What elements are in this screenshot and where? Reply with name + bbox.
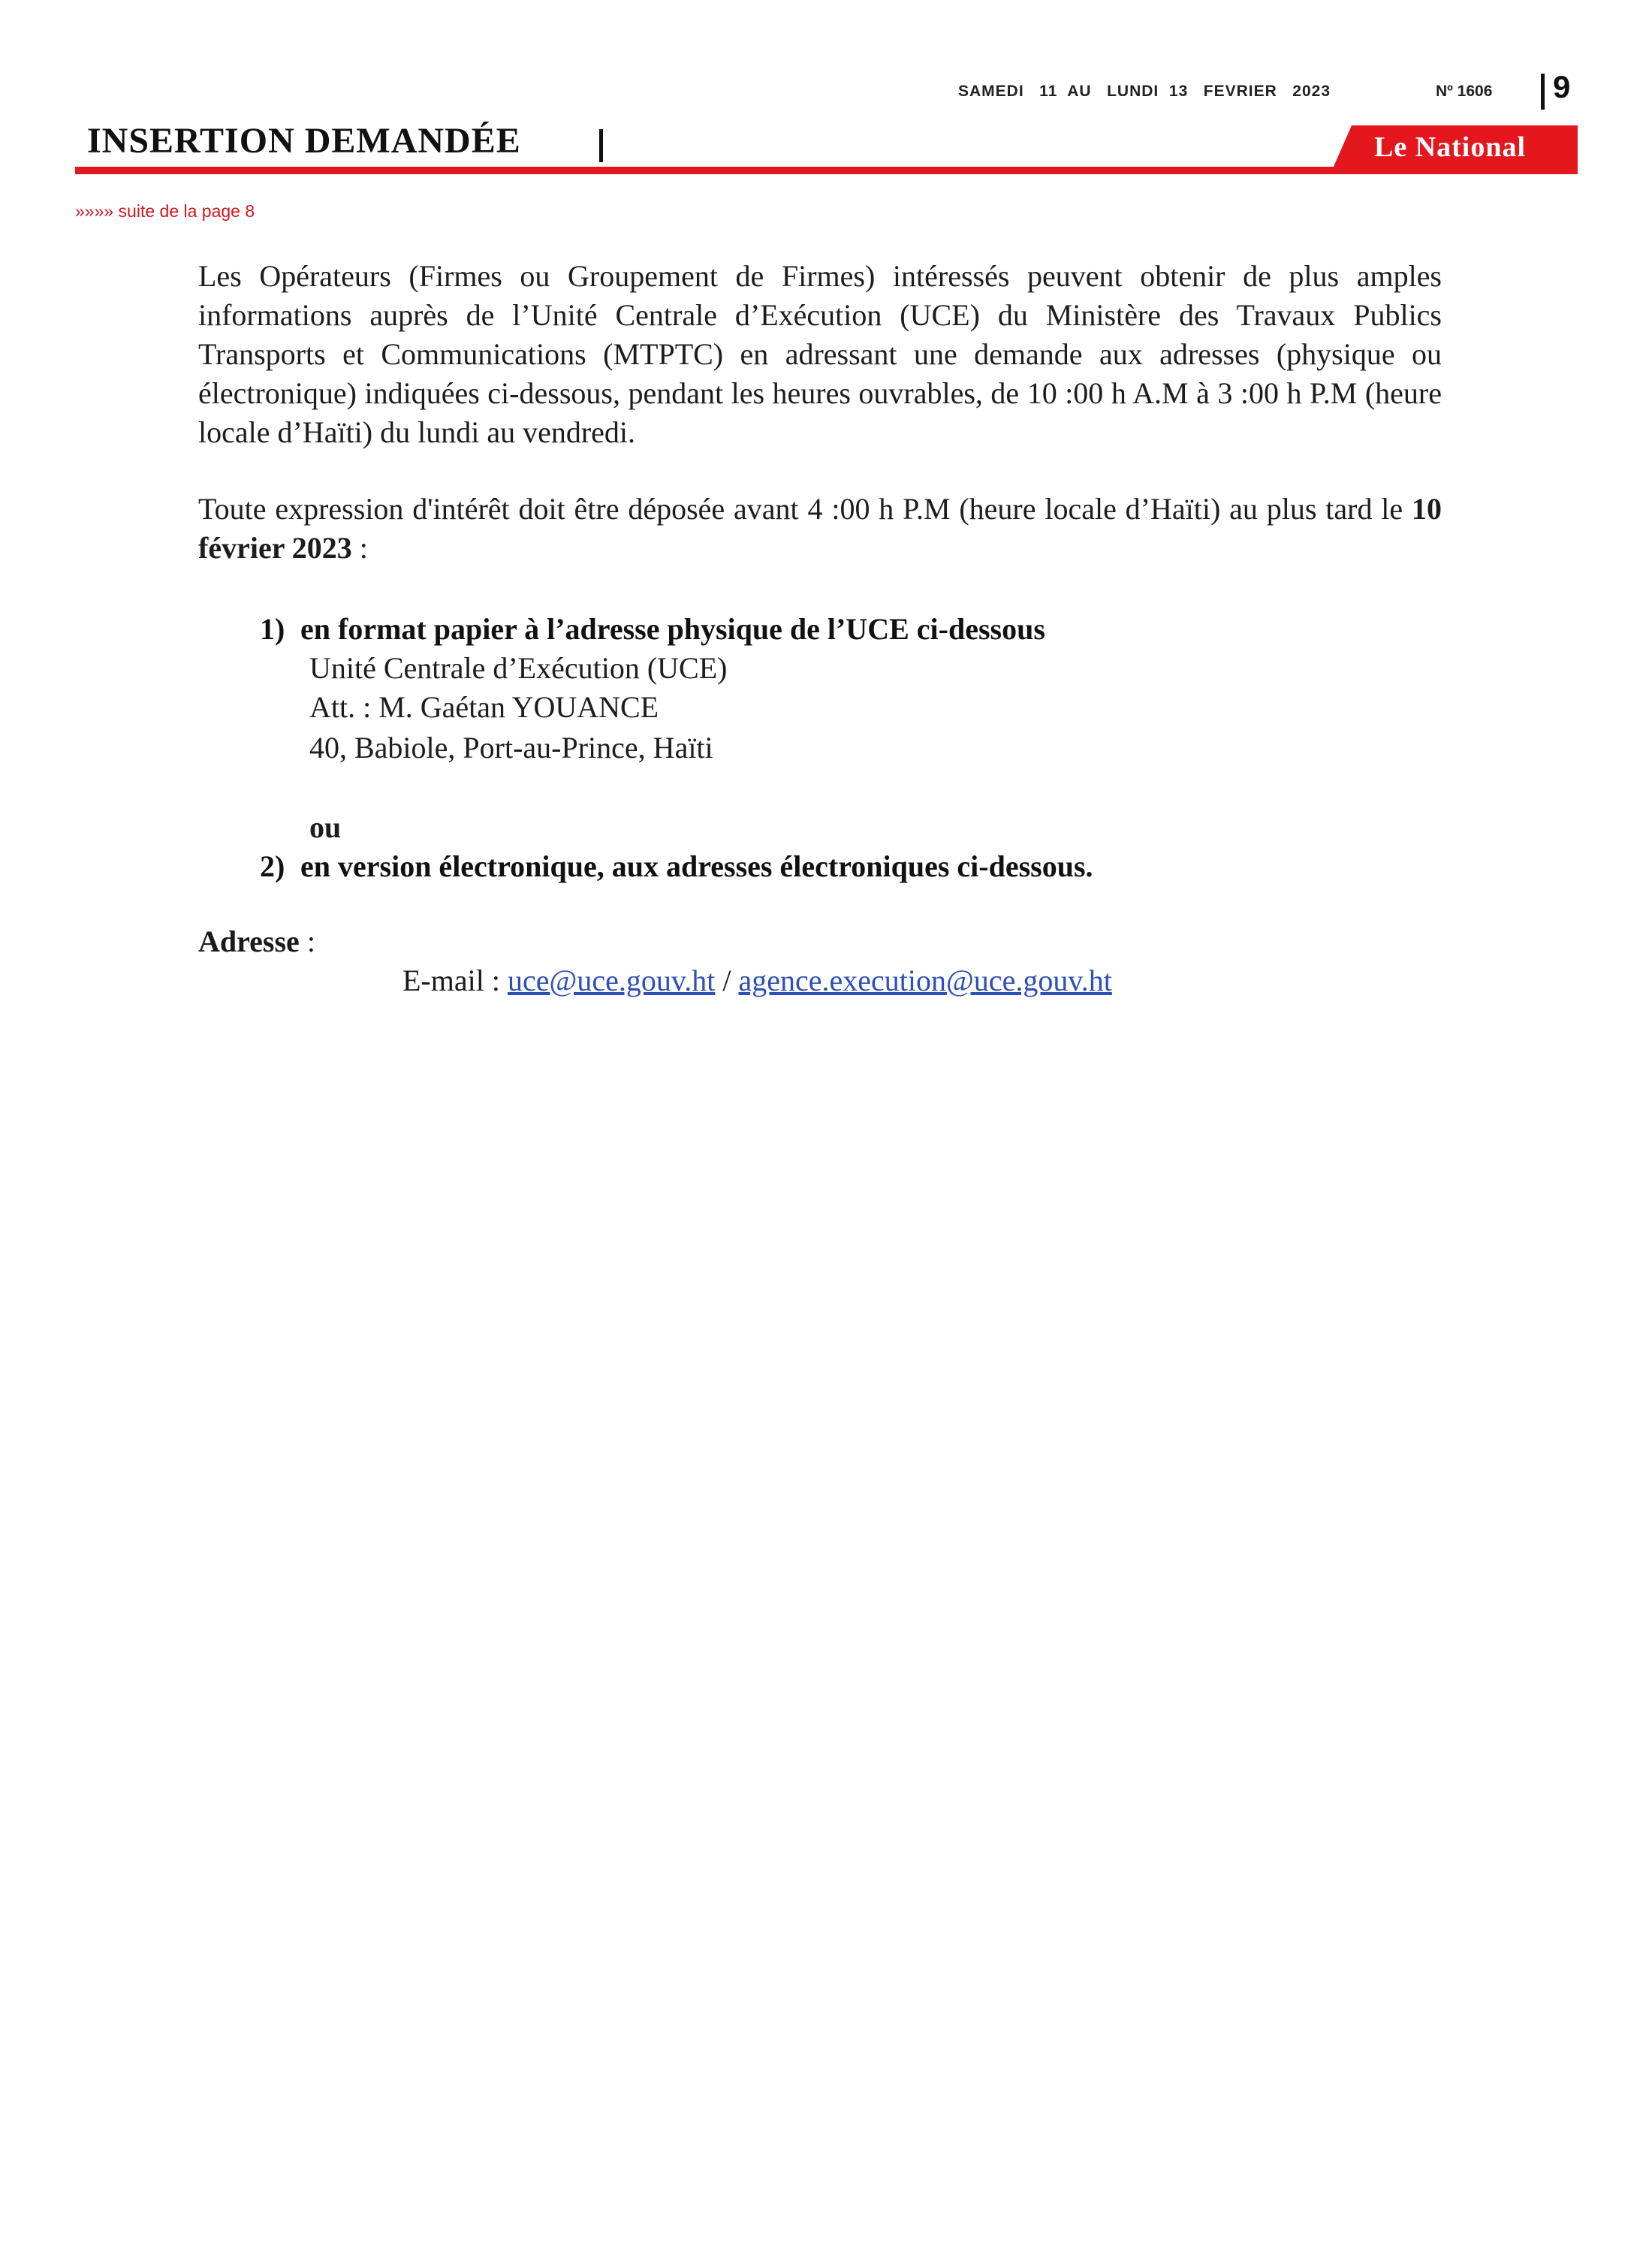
deadline-text: Toute expression d'intérêt doit être déposée avant 4 :00 h P.M (heure locale d’Haïti) au plus tard le — [198, 492, 1412, 526]
address-line: Unité Centrale d’Exécution (UCE) — [309, 651, 728, 685]
deadline-colon: : — [351, 531, 368, 565]
email-label: E-mail : — [402, 964, 508, 997]
date-line: SAMEDI 11 AU LUNDI 13 FEVRIER 2023 — [958, 83, 1331, 100]
list-item-number: 2) — [260, 849, 285, 883]
paragraph-deadline — [198, 490, 1442, 568]
brand-logo-text: Le National — [1374, 131, 1527, 163]
list-item-paper — [260, 610, 1045, 649]
list-item-number: 1) — [260, 612, 285, 646]
list-item-text: en format papier à l’adresse physique de l’UCE ci-dessous — [300, 612, 1045, 646]
adresse-colon: : — [299, 924, 315, 958]
paragraph-information: Les Opérateurs (Firmes ou Groupement de Firmes) intéressés peuvent obtenir de plus amples informations auprès de l’Unité Centrale d’Exécution (UCE) du Ministère des Travaux Publics Transports et Communications (MTPTC) en adressant une demande aux adresses (physique ou électronique) indiquées ci-dessous, pendant les heures ouvrables, de 10 :00 h A.M à 3 :00 h P.M (heure locale d’Haïti) du lundi au vendredi. — [198, 259, 1442, 449]
email-line — [402, 963, 1112, 998]
deadline-date: 10 février 2023 — [198, 492, 1442, 565]
adresse-label: Adresse — [198, 924, 300, 958]
list-item-text: en version électronique, aux adresses électroniques ci-dessous. — [300, 849, 1093, 883]
address-line: 40, Babiole, Port-au-Prince, Haïti — [309, 731, 713, 765]
list-item-electronic — [260, 847, 1093, 886]
section-title: INSERTION DEMANDÉE — [87, 121, 521, 161]
or-word: ou — [309, 810, 342, 844]
email-link-agence-execution[interactable]: agence.execution@uce.gouv.ht — [738, 964, 1112, 997]
page-number: 9 — [1553, 69, 1571, 104]
section-title-separator — [599, 129, 603, 162]
issue-number: Nº 1606 — [1436, 83, 1493, 100]
email-separator: / — [715, 964, 739, 997]
email-link-uce[interactable]: uce@uce.gouv.ht — [507, 964, 716, 997]
continued-from-note: »»»» suite de la page 8 — [75, 201, 255, 221]
address-line: Att. : M. Gaétan YOUANCE — [309, 690, 659, 724]
adresse-heading — [198, 924, 315, 959]
page-number-separator — [1541, 74, 1545, 110]
